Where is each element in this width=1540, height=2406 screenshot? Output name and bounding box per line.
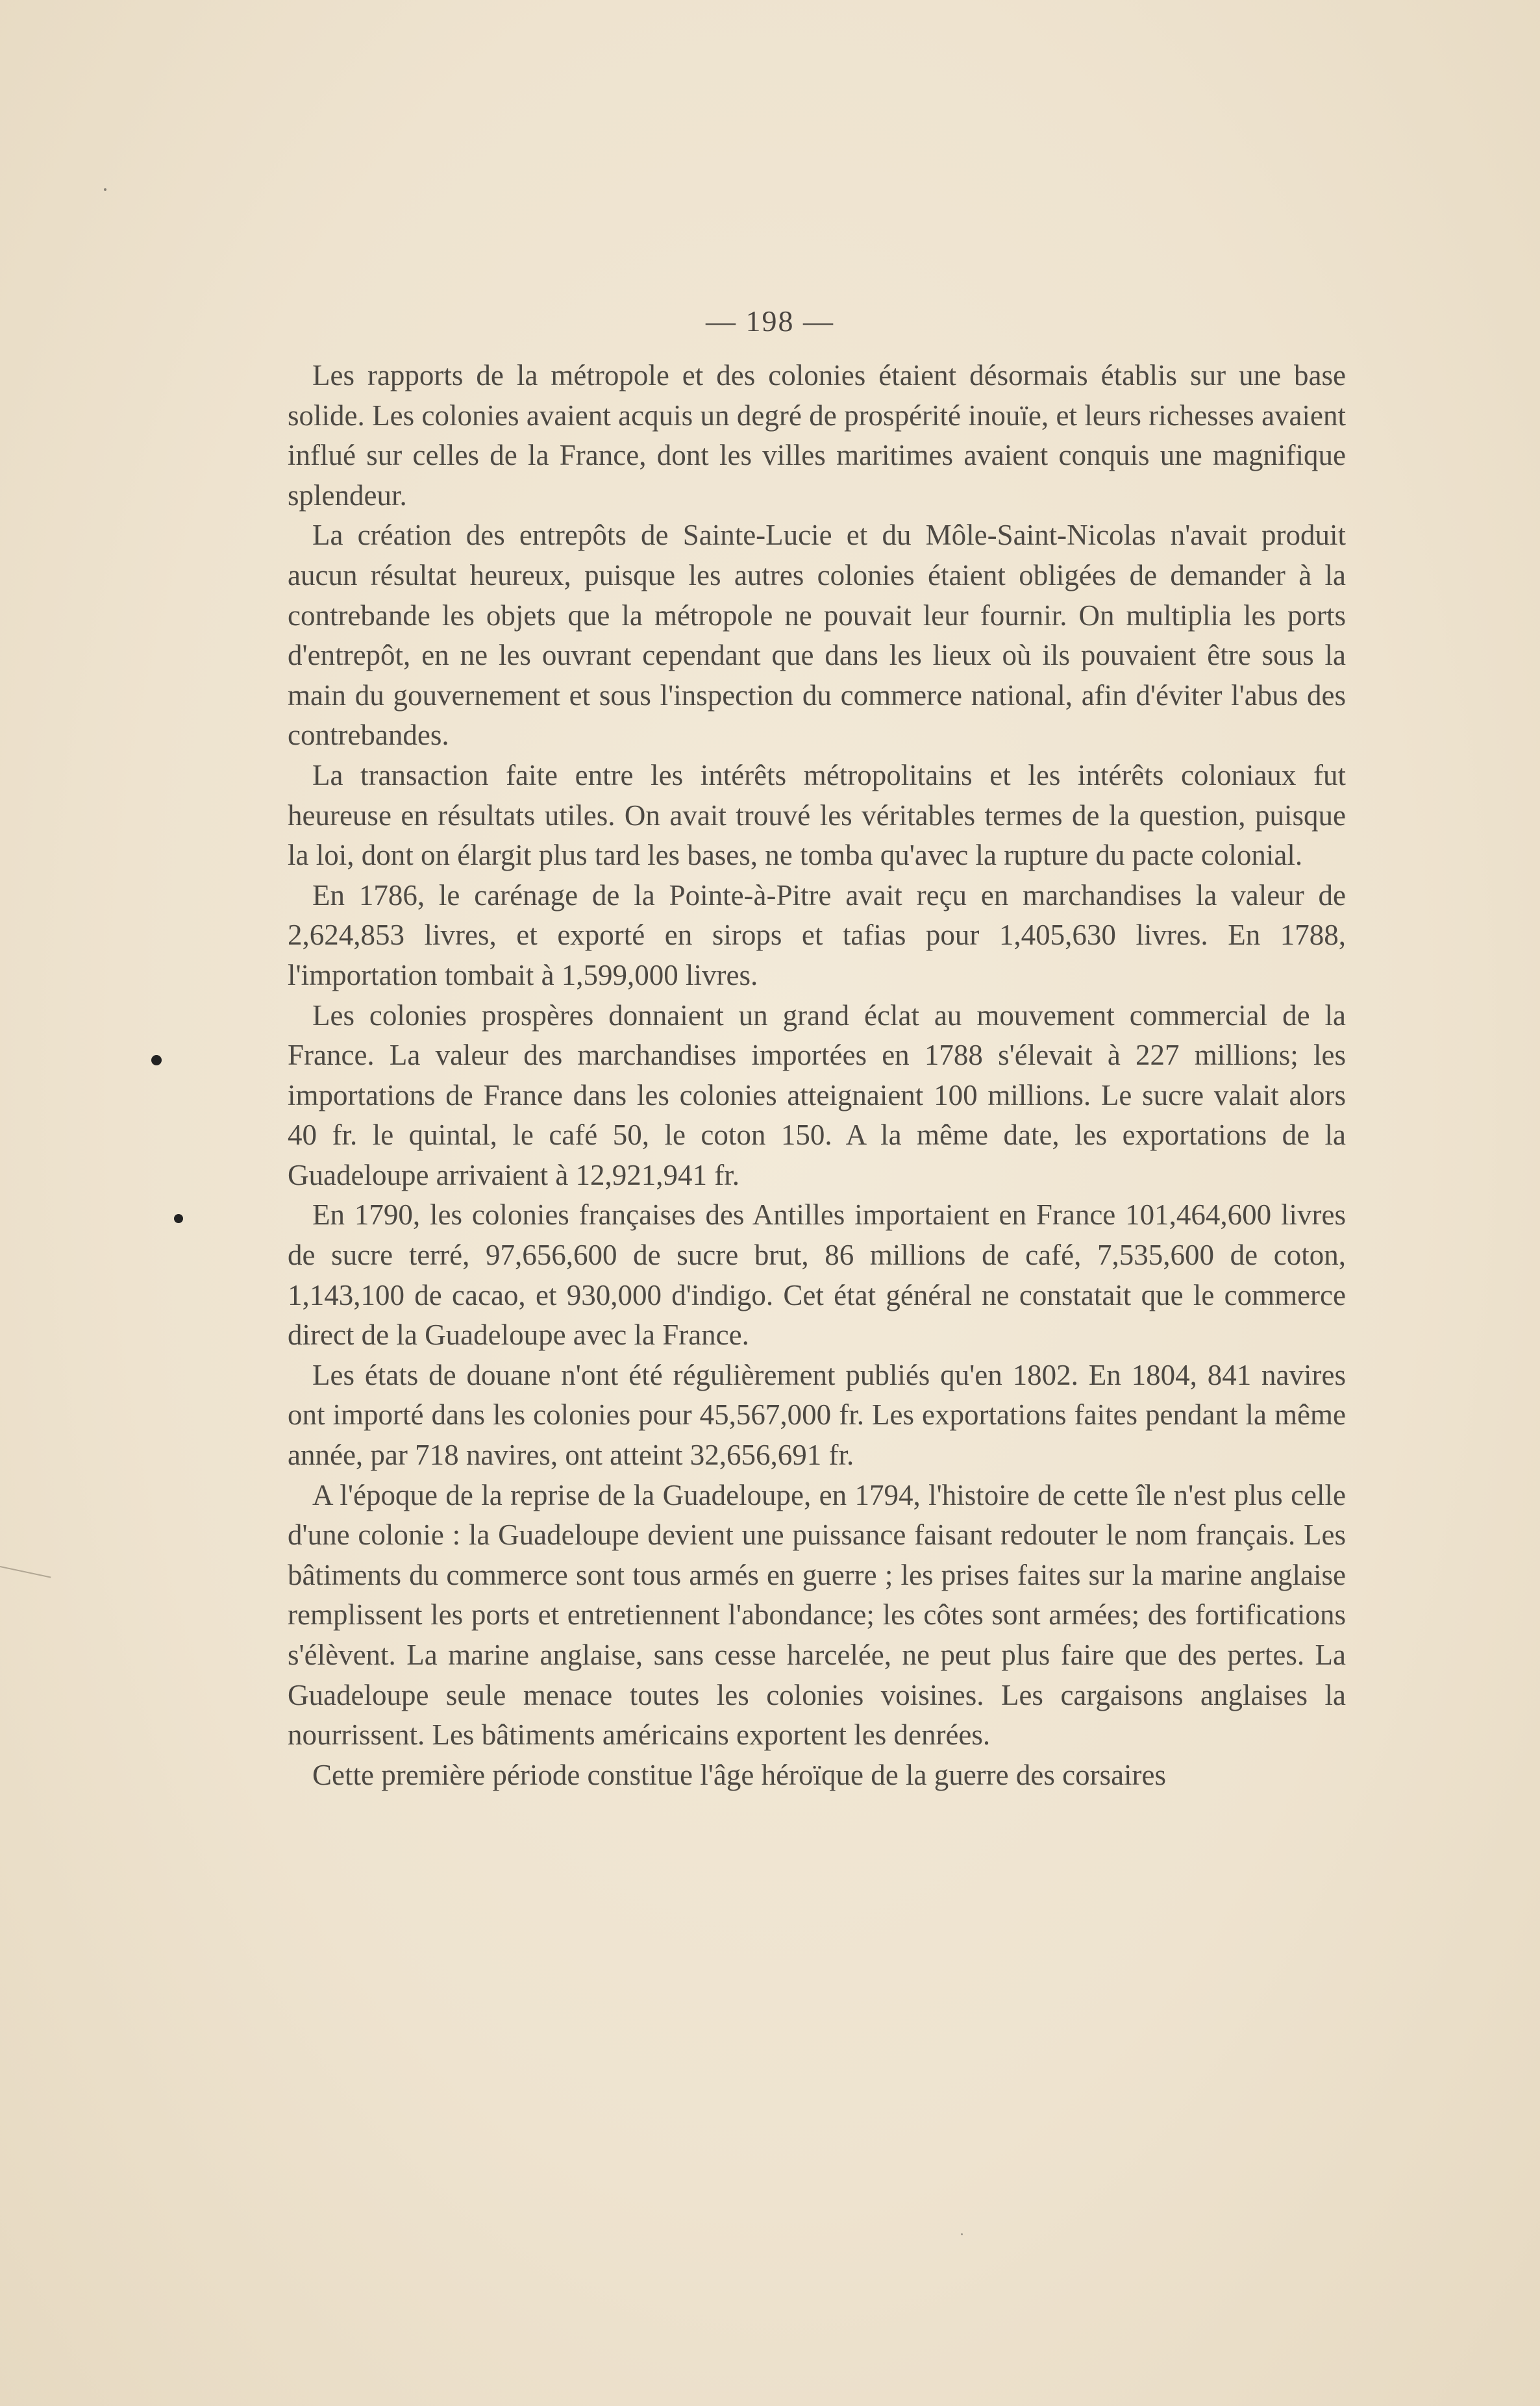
paragraph-8: A l'époque de la reprise de la Guadeloupe, en 1794, l'histoire de cette île n'est plus celle d'une colonie : la Guadeloupe devient une puissance faisant redouter le nom français. Les bâtiments du commerce sont tous armés en guerre ; les prises faites sur la marine anglaise remplissent les ports et entretiennent l'abondance; les côtes sont armées; des fortifications s'élèvent. La marine anglaise, sans cesse harcelée, ne peut plus faire que des pertes. La Guadeloupe seule menace toutes les colonies voisines. Les cargaisons anglaises la nourrissent. Les bâtiments américains exportent les denrées. (288, 1478, 1346, 1752)
page-number: — 198 — (706, 304, 834, 338)
paragraph-2: La création des entrepôts de Sainte-Lucie et du Môle-Saint-Nicolas n'avait produit aucun résultat heureux, puisque les autres colonies étaient obligées de demander à la contrebande les objets que la métropole ne pouvait leur fournir. On multiplia les ports d'entrepôt, en ne les ouvrant cependant que dans les lieux où ils pouvaient être sous la main du gouvernement et sous l'inspection du commerce national, afin d'éviter l'abus des contrebandes. (288, 519, 1346, 752)
ink-speck (151, 1055, 162, 1065)
paragraph-9: Cette première période constitue l'âge héroïque de la guerre des corsaires (312, 1758, 1167, 1791)
ink-speck (104, 188, 106, 191)
paragraph-3: La transaction faite entre les intérêts métropolitains et les intérêts coloniaux fut heureuse en résultats utiles. On avait trouvé les véritables termes de la question, puisque la loi, dont on élargit plus tard les bases, ne tomba qu'avec la rupture du pacte colonial. (288, 758, 1346, 872)
ink-speck (961, 2233, 963, 2235)
scan-scratch (0, 1566, 51, 1578)
ink-speck (174, 1214, 183, 1223)
body-text (288, 356, 1346, 1795)
paragraph-4: En 1786, le carénage de la Pointe-à-Pitre avait reçu en marchandises la valeur de 2,624,853 livres, et exporté en sirops et tafias pour 1,405,630 livres. En 1788, l'importation tombait à 1,599,000 livres. (288, 878, 1346, 991)
paragraph-7: Les états de douane n'ont été régulièrement publiés qu'en 1802. En 1804, 841 navires ont importé dans les colonies pour 45,567,000 fr. Les exportations faites pendant la même année, par 718 navires, ont atteint 32,656,691 fr. (288, 1358, 1346, 1472)
paragraph-5: Les colonies prospères donnaient un grand éclat au mouvement commercial de la France. La valeur des marchandises importées en 1788 s'élevait à 227 millions; les importations de France dans les colonies atteignaient 100 millions. Le sucre valait alors 40 fr. le quintal, le café 50, le coton 150. A la même date, les exportations de la Guadeloupe arrivaient à 12,921,941 fr. (288, 998, 1346, 1191)
paragraph-6: En 1790, les colonies françaises des Antilles importaient en France 101,464,600 livres de sucre terré, 97,656,600 de sucre brut, 86 millions de café, 7,535,600 de coton, 1,143,100 de cacao, et 930,000 d'indigo. Cet état général ne constatait que le commerce direct de la Guadeloupe avec la France. (288, 1198, 1346, 1352)
paragraph-1: Les rapports de la métropole et des colonies étaient désormais établis sur une base solide. Les colonies avaient acquis un degré de prospérité inouïe, et leurs richesses avaient influé sur celles de la France, dont les villes maritimes avaient conquis une magnifique splendeur. (288, 359, 1346, 512)
